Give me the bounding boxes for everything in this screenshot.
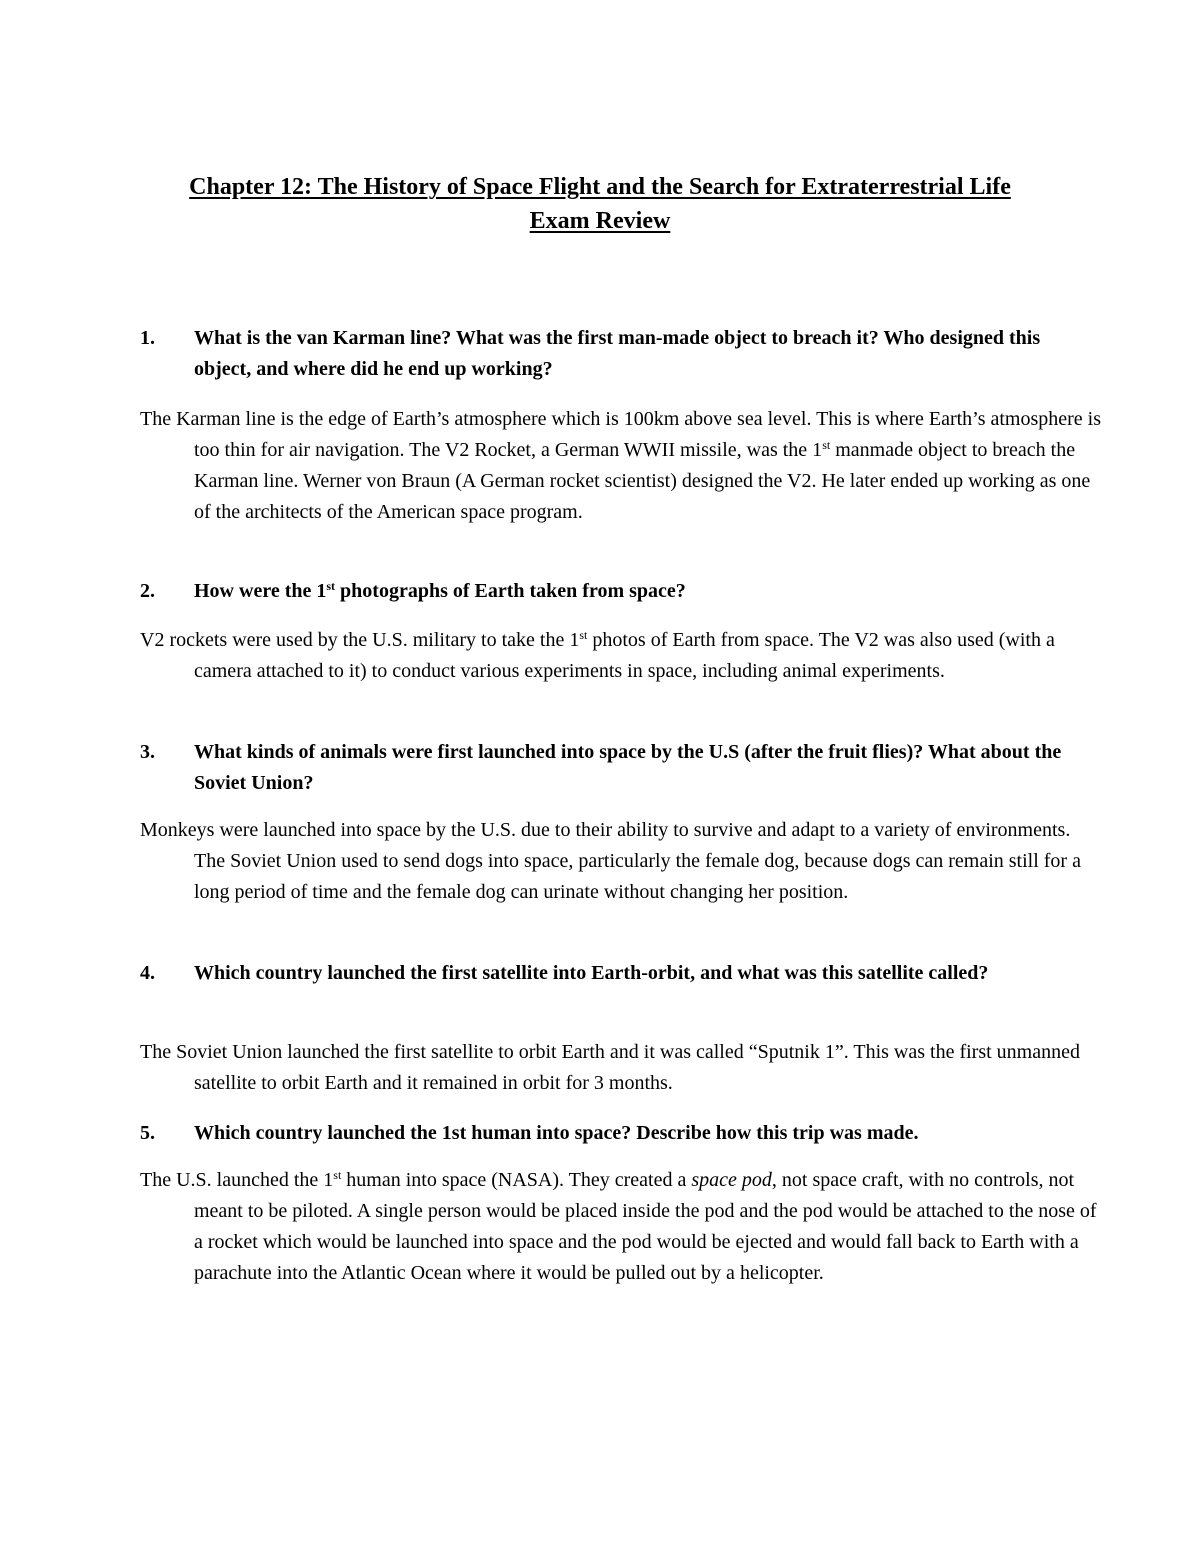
superscript: st [326,579,336,593]
question-number: 2. [140,580,155,602]
answer-text: , not space craft, with no controls, not meant to be piloted. A single person would be placed inside the pod and the pod would be attached to the nose of a rocket which would be launched into space and the pod would be ejected and would fall back to Earth with a parachute into the Atlantic Ocean where it would be pulled out by a helicopter. [194,1169,1097,1284]
question-3 [140,737,1080,799]
question-number: 3. [140,741,155,763]
question-number: 1. [140,327,155,349]
answer-3: Monkeys were launched into space by the U.S. due to their ability to survive and adapt to a variety of environments. The Soviet Union used to send dogs into space, particularly the female dog, because dogs can remain still for a long period of time and the female dog can urinate without changing her position. [140,819,1081,903]
answer-text: The U.S. launched the 1 [140,1169,334,1191]
answer-text: The Karman line is the edge of Earth’s atmosphere which is 100km above sea level. This is where Earth’s atmosphere is too thin for air navigation. The V2 Rocket, a German WWII missile, was the 1 [140,408,1102,461]
question-text [194,576,1080,607]
question-text: Which country launched the first satellite into Earth-orbit, and what was this satellite called? [194,962,989,984]
question-4 [140,958,1080,989]
answer-2 [140,625,1104,687]
superscript: st [333,1168,342,1182]
question-1 [140,323,1080,385]
question-text-part: How were the 1 [194,580,327,602]
answer-text: V2 rockets were used by the U.S. military to take the 1 [140,629,580,651]
answer-1 [140,404,1104,528]
superscript: st [822,438,831,452]
question-text-part: photographs of Earth taken from space? [335,580,686,602]
answer-text: manmade object to breach the Karman line. Werner von Braun (A German rocket scientist) designed the V2. He later ended up working as one of the architects of the American space program. [194,439,1091,523]
document-subtitle: Exam Review [529,208,671,234]
superscript: st [579,628,588,642]
answer-5 [140,1165,1104,1289]
answer-text: photos of Earth from space. The V2 was also used (with a camera attached to it) to conduct various experiments in space, including animal experiments. [194,629,1055,682]
question-text: What is the van Karman line? What was the first man-made object to breach it? Who designed this object, and where did he end up working? [194,327,1041,380]
question-number: 5. [140,1122,155,1144]
answer-italic-text: space pod [691,1169,772,1191]
answer-4: The Soviet Union launched the first satellite to orbit Earth and it was called “Sputnik 1”. This was the first unmanned satellite to orbit Earth and it remained in orbit for 3 months. [140,1041,1080,1094]
question-text: Which country launched the 1st human into space? Describe how this trip was made. [194,1122,919,1144]
question-2 [140,576,1080,607]
question-text: What kinds of animals were first launched into space by the U.S (after the fruit flies)? What about the Soviet Union? [194,741,1062,794]
question-5 [140,1118,1080,1149]
answer-text: human into space (NASA). They created a [341,1169,692,1191]
question-number: 4. [140,962,155,984]
document-title: Chapter 12: The History of Space Flight and the Search for Extraterrestrial Life [189,174,1011,200]
